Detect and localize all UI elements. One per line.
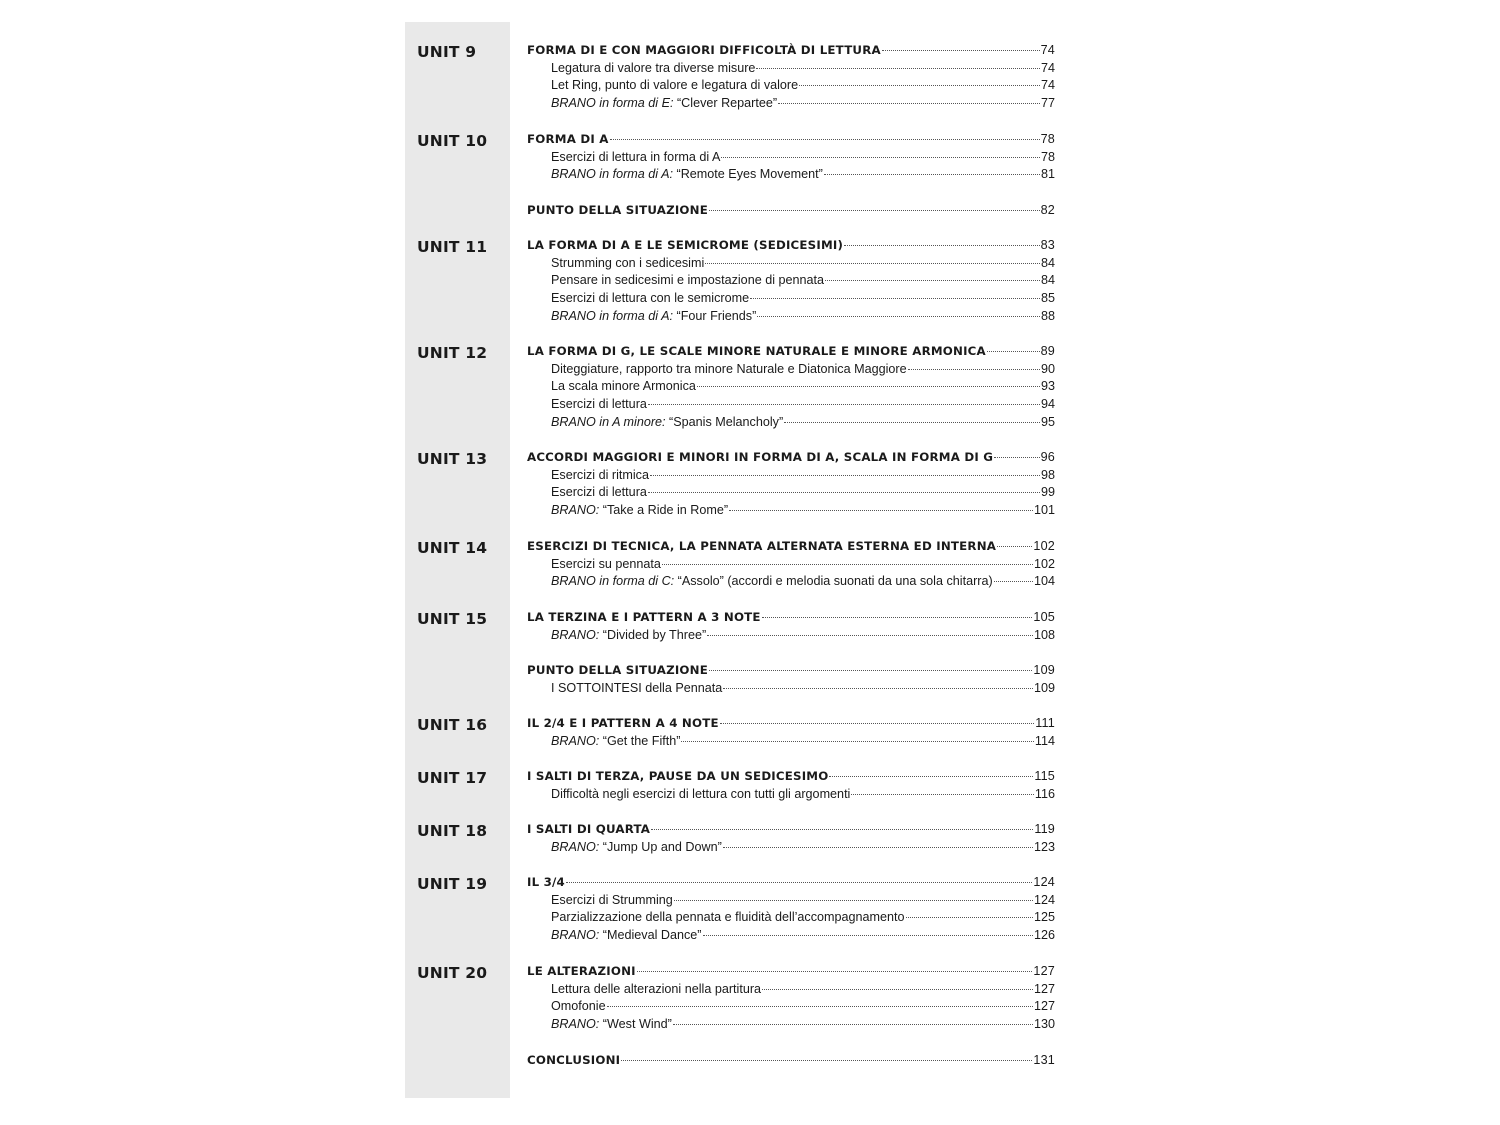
entry-title-text: “Get the Fifth” — [599, 733, 681, 748]
unit-label: UNIT 19 — [417, 875, 488, 893]
page-number: 84 — [1040, 273, 1055, 288]
entry-title-prefix: BRANO in A minore: — [551, 414, 666, 429]
page-number: 77 — [1040, 96, 1055, 111]
entry-title-text: I SOTTOINTESI della Pennata — [551, 680, 723, 695]
unit-entries — [527, 661, 1055, 696]
page-number: 131 — [1033, 1053, 1055, 1067]
toc-subentry[interactable] — [527, 626, 1055, 644]
entry-title-text: Esercizi di lettura con le semicrome — [551, 291, 750, 306]
dot-leader — [825, 268, 1040, 281]
entry-title-prefix: BRANO: — [551, 928, 600, 943]
page-number: 95 — [1040, 414, 1055, 429]
page-number: 99 — [1040, 485, 1055, 500]
dot-leader — [824, 162, 1040, 175]
dot-leader — [650, 463, 1040, 476]
entry-title-text: Omofonie — [551, 999, 606, 1014]
entry-title — [551, 573, 993, 591]
dot-leader — [851, 782, 1034, 795]
toc-subentry[interactable] — [527, 307, 1055, 325]
unit-label: UNIT 9 — [417, 43, 477, 61]
unit-entries — [527, 342, 1055, 430]
entry-title-text: PUNTO DELLA SITUAZIONE — [527, 203, 708, 217]
unit-entries — [527, 714, 1055, 749]
entry-title-prefix: BRANO: — [551, 503, 600, 518]
entry-title — [551, 77, 798, 95]
page-number: 74 — [1040, 60, 1055, 75]
unit-label: UNIT 20 — [417, 964, 488, 982]
dot-leader — [756, 56, 1040, 69]
entry-title-text: Lettura delle alterazioni nella partitura — [551, 981, 762, 996]
page-number: 108 — [1033, 627, 1055, 642]
unit-entries — [527, 448, 1055, 519]
page-number: 74 — [1040, 43, 1055, 57]
entry-title-text: “West Wind” — [599, 1017, 672, 1032]
page-number: 74 — [1040, 78, 1055, 93]
entry-title-prefix: BRANO in forma di A: — [551, 308, 674, 323]
unit-entries — [527, 130, 1055, 183]
entry-title-text: ESERCIZI DI TECNICA, LA PENNATA ALTERNATA ESTERNA ED INTERNA — [527, 539, 997, 553]
toc-subentry[interactable] — [527, 679, 1055, 697]
page-number: 90 — [1040, 361, 1055, 376]
entry-title — [551, 839, 722, 857]
page-number: 96 — [1040, 450, 1055, 464]
dot-leader — [674, 888, 1033, 901]
unit-entries — [527, 537, 1055, 590]
entry-title — [551, 733, 680, 751]
dot-leader — [707, 623, 1033, 636]
dot-leader — [762, 605, 1033, 618]
entry-title-text: Esercizi di ritmica — [551, 467, 649, 482]
entry-title-text: FORMA DI A — [527, 132, 609, 146]
toc-page — [405, 22, 1065, 1098]
entry-title-text: “Take a Ride in Rome” — [599, 503, 729, 518]
entry-title-text: Let Ring, punto di valore e legatura di valore — [551, 78, 799, 93]
page-number: 94 — [1040, 397, 1055, 412]
entry-title-prefix: BRANO in forma di A: — [551, 167, 674, 182]
entry-title-text: I SALTI DI TERZA, PAUSE DA UN SEDICESIMO — [527, 769, 829, 783]
entry-title-text: “Remote Eyes Movement” — [673, 167, 823, 182]
page-number: 98 — [1040, 467, 1055, 482]
unit-entries — [527, 1051, 1055, 1069]
unit-label: UNIT 15 — [417, 610, 488, 628]
page-number: 109 — [1033, 680, 1055, 695]
unit-sidebar — [405, 22, 510, 1098]
entry-title-text: LA FORMA DI G, LE SCALE MINORE NATURALE E MINORE ARMONICA — [527, 344, 986, 358]
entry-title-text: CONCLUSIONI — [527, 1053, 621, 1067]
entry-title — [551, 892, 673, 910]
toc-subentry[interactable] — [527, 838, 1055, 856]
entry-title — [527, 821, 650, 839]
page-number: 105 — [1033, 610, 1055, 624]
entry-title-text: Esercizi di lettura in forma di A — [551, 149, 721, 164]
entry-title — [551, 786, 850, 804]
dot-leader — [651, 817, 1033, 830]
toc-subentry[interactable] — [527, 501, 1055, 519]
entry-title-text: Strumming con i sedicesimi — [551, 255, 705, 270]
page-number: 124 — [1033, 875, 1055, 889]
dot-leader — [778, 91, 1040, 104]
dot-leader — [648, 480, 1040, 493]
unit-entries — [527, 236, 1055, 324]
entry-title — [551, 166, 823, 184]
entry-title-prefix: BRANO: — [551, 733, 600, 748]
entry-title-text: “Clever Repartee” — [673, 96, 778, 111]
page-number: 102 — [1033, 556, 1055, 571]
entry-title — [551, 502, 728, 520]
toc-subentry[interactable] — [527, 572, 1055, 590]
entry-title-text: “Jump Up and Down” — [599, 839, 722, 854]
toc-subentry[interactable] — [527, 413, 1055, 431]
dot-leader — [648, 392, 1040, 405]
unit-entries — [527, 962, 1055, 1033]
dot-leader — [720, 711, 1035, 724]
entry-title — [551, 467, 649, 485]
dot-leader — [673, 1012, 1033, 1025]
entry-title — [551, 414, 783, 432]
dot-leader — [750, 286, 1040, 299]
page-number: 84 — [1040, 255, 1055, 270]
entry-title — [551, 1016, 672, 1034]
entry-title-prefix: BRANO: — [551, 1017, 600, 1032]
unit-entries — [527, 873, 1055, 944]
dot-leader — [637, 959, 1033, 972]
page-number: 123 — [1033, 839, 1055, 854]
unit-label: UNIT 10 — [417, 132, 488, 150]
dot-leader — [662, 552, 1033, 565]
entry-title-text: PUNTO DELLA SITUAZIONE — [527, 663, 708, 677]
entry-title — [551, 627, 706, 645]
page-number: 81 — [1040, 167, 1055, 182]
page-number: 85 — [1040, 291, 1055, 306]
entry-title-text: “Medieval Dance” — [599, 928, 702, 943]
unit-entries — [527, 201, 1055, 219]
dot-leader — [703, 923, 1033, 936]
page-number: 124 — [1033, 892, 1055, 907]
entry-title — [527, 1052, 620, 1070]
page-number: 83 — [1040, 238, 1055, 252]
dot-leader — [994, 445, 1039, 458]
entry-title-text: Esercizi su pennata — [551, 556, 661, 571]
entry-title — [551, 396, 647, 414]
page-number: 127 — [1033, 999, 1055, 1014]
entry-title-prefix: BRANO in forma di C: — [551, 574, 675, 589]
entry-title-text: “Assolo” (accordi e melodia suonati da una sola chitarra) — [674, 574, 993, 589]
page-number: 89 — [1040, 344, 1055, 358]
unit-label: UNIT 17 — [417, 769, 488, 787]
dot-leader — [757, 304, 1040, 317]
entry-title — [551, 149, 720, 167]
dot-leader — [729, 498, 1033, 511]
entry-title — [551, 255, 704, 273]
dot-leader — [882, 38, 1040, 51]
entry-title-text: LE ALTERAZIONI — [527, 964, 636, 978]
entry-title-text: “Divided by Three” — [599, 627, 707, 642]
page-number: 78 — [1040, 132, 1055, 146]
page-number: 116 — [1034, 786, 1055, 801]
entry-title-text: ACCORDI MAGGIORI E MINORI IN FORMA DI A, SCALA IN FORMA DI G — [527, 450, 994, 464]
dot-leader — [723, 676, 1033, 689]
page-number: 109 — [1033, 663, 1055, 677]
entry-title-text: IL 3/4 — [527, 875, 565, 889]
entry-title-prefix: BRANO: — [551, 627, 600, 642]
entry-title-text: Difficoltà negli esercizi di lettura con tutti gli argomenti — [551, 786, 851, 801]
entry-title — [551, 60, 755, 78]
page-number: 78 — [1040, 149, 1055, 164]
unit-entries — [527, 608, 1055, 643]
dot-leader — [705, 251, 1040, 264]
dot-leader — [997, 534, 1032, 547]
dot-leader — [994, 569, 1033, 582]
unit-entries — [527, 820, 1055, 855]
unit-label: UNIT 16 — [417, 716, 488, 734]
entry-title-text: “Spanis Melancholy” — [665, 414, 784, 429]
toc-chapter-entry[interactable] — [527, 201, 1055, 219]
dot-leader — [784, 410, 1040, 423]
toc-subentry[interactable] — [527, 732, 1055, 750]
entry-title-text: Esercizi di lettura — [551, 485, 647, 500]
dot-leader — [723, 835, 1033, 848]
page-number: 111 — [1035, 716, 1055, 730]
dot-leader — [799, 73, 1040, 86]
page-number: 114 — [1034, 733, 1055, 748]
entry-title-text: FORMA DI E CON MAGGIORI DIFFICOLTÀ DI LETTURA — [527, 43, 881, 57]
dot-leader — [610, 127, 1040, 140]
dot-leader — [721, 145, 1040, 158]
entry-title-text: La scala minore Armonica — [551, 379, 696, 394]
page-number: 127 — [1033, 981, 1055, 996]
entry-title-text: Diteggiature, rapporto tra minore Naturale e Diatonica Maggiore — [551, 361, 907, 376]
toc-subentry[interactable] — [527, 785, 1055, 803]
page-number: 119 — [1034, 822, 1055, 836]
entry-title-text: “Four Friends” — [673, 308, 757, 323]
entry-title — [527, 202, 708, 220]
entry-title-text: Parzializzazione della pennata e fluidità dell’accompagnamento — [551, 910, 905, 925]
page-number: 101 — [1033, 503, 1055, 518]
entry-title — [527, 662, 708, 680]
entry-title-text: Esercizi di Strumming — [551, 892, 673, 907]
dot-leader — [987, 339, 1040, 352]
toc-subentry[interactable] — [527, 1015, 1055, 1033]
page-number: 82 — [1040, 203, 1055, 217]
toc-subentry[interactable] — [527, 926, 1055, 944]
page-number: 127 — [1033, 964, 1055, 978]
page-number: 102 — [1033, 539, 1055, 553]
dot-leader — [697, 374, 1040, 387]
entry-title — [527, 874, 565, 892]
dot-leader — [566, 870, 1032, 883]
toc-chapter-entry[interactable] — [527, 1051, 1055, 1069]
dot-leader — [844, 233, 1039, 246]
dot-leader — [709, 658, 1032, 671]
entry-title — [551, 556, 661, 574]
entry-title-text: I SALTI DI QUARTA — [527, 822, 651, 836]
toc-subentry[interactable] — [527, 94, 1055, 112]
dot-leader — [621, 1048, 1032, 1061]
unit-entries — [527, 41, 1055, 112]
dot-leader — [829, 764, 1033, 777]
page-number: 125 — [1033, 910, 1055, 925]
dot-leader — [762, 977, 1033, 990]
dot-leader — [906, 905, 1033, 918]
entry-title-text: LA FORMA DI A E LE SEMICROME (SEDICESIMI) — [527, 238, 844, 252]
unit-label: UNIT 12 — [417, 344, 488, 362]
page-number: 130 — [1033, 1017, 1055, 1032]
entry-title — [551, 680, 722, 698]
entry-title — [527, 963, 636, 981]
unit-label: UNIT 14 — [417, 539, 488, 557]
entry-title — [527, 768, 828, 786]
entry-title — [551, 290, 749, 308]
entry-title-text: IL 2/4 E I PATTERN A 4 NOTE — [527, 716, 719, 730]
entry-title — [551, 484, 647, 502]
page-number: 88 — [1040, 308, 1055, 323]
toc-subentry[interactable] — [527, 165, 1055, 183]
entry-title — [527, 131, 609, 149]
entry-title-text: LA TERZINA E I PATTERN A 3 NOTE — [527, 610, 761, 624]
unit-label: UNIT 18 — [417, 822, 488, 840]
page-number: 115 — [1034, 769, 1055, 783]
entry-title — [551, 308, 756, 326]
unit-label: UNIT 13 — [417, 450, 488, 468]
dot-leader — [607, 994, 1033, 1007]
unit-label: UNIT 11 — [417, 238, 488, 256]
page-number: 104 — [1033, 574, 1055, 589]
dot-leader — [681, 729, 1033, 742]
toc-subentry[interactable] — [527, 555, 1055, 573]
page-number: 126 — [1033, 928, 1055, 943]
entry-title-prefix: BRANO: — [551, 839, 600, 854]
entry-title — [551, 95, 777, 113]
entry-title-text: Pensare in sedicesimi e impostazione di pennata — [551, 273, 825, 288]
unit-entries — [527, 767, 1055, 802]
dot-leader — [709, 198, 1040, 211]
entry-title — [551, 998, 606, 1016]
entry-title-text: Esercizi di lettura — [551, 397, 647, 412]
entry-title — [551, 927, 702, 945]
entry-title-text: Legatura di valore tra diverse misure — [551, 60, 756, 75]
dot-leader — [908, 357, 1040, 370]
entry-title-prefix: BRANO in forma di E: — [551, 96, 674, 111]
page-number: 93 — [1040, 379, 1055, 394]
